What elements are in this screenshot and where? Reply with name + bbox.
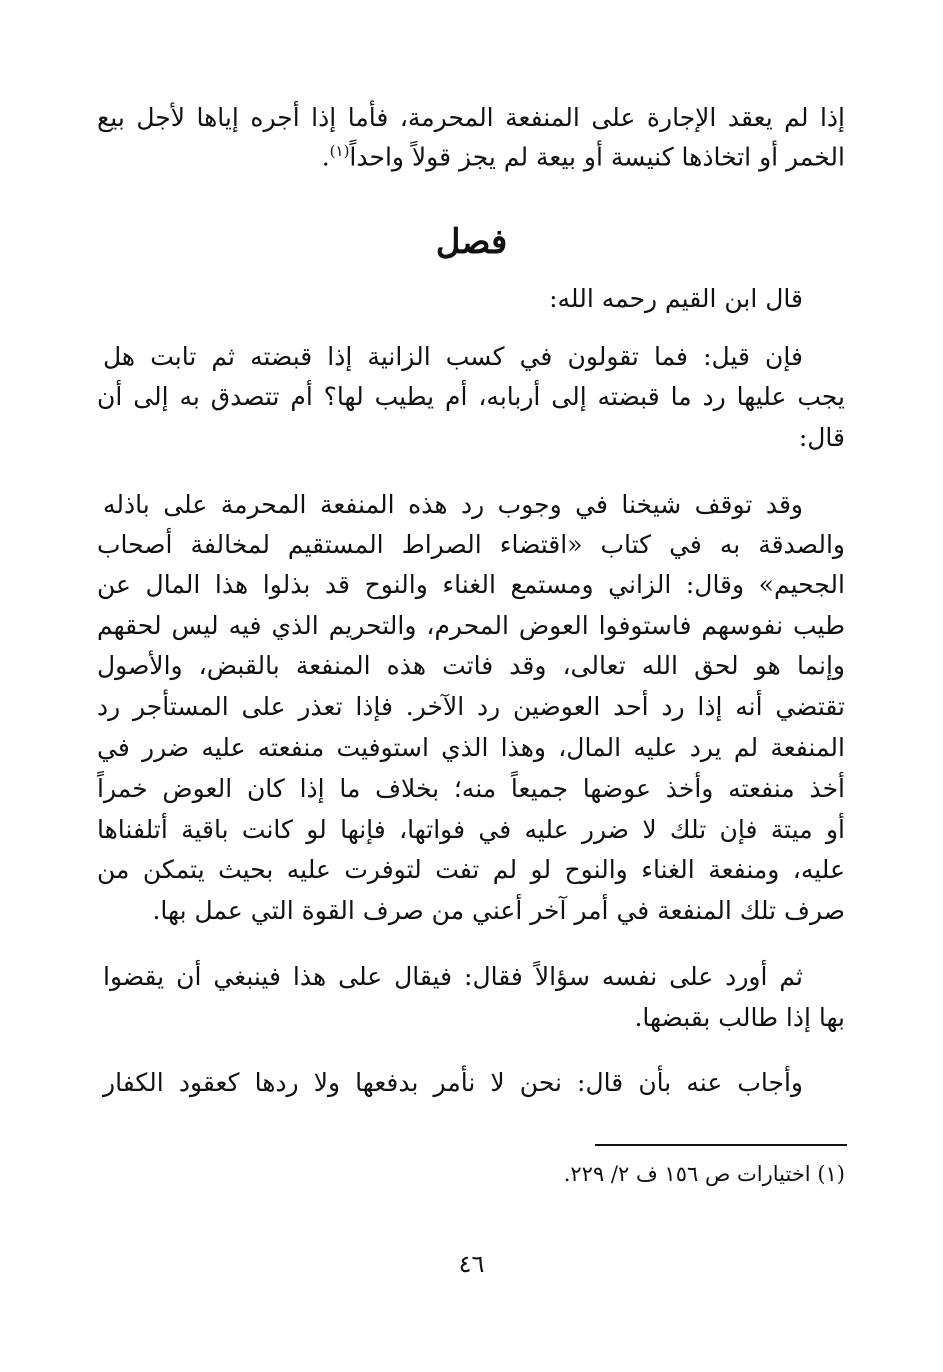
- second-line-1: ثم أورد على نفسه سؤالاً فقال: فيقال على هذا فينبغي أن يقضوا: [103, 962, 803, 991]
- main-line-6: تقتضي أنه إذا رد أحد العوضين رد الآخر. فإذا تعذر على المستأجر رد: [97, 692, 845, 721]
- question-line-1: فإن قيل: فما تقولون في كسب الزانية إذا قبضته ثم تابت هل: [103, 342, 803, 371]
- section-heading: فصل: [435, 222, 508, 262]
- quote-intro: قال ابن القيم رحمه الله:: [549, 284, 803, 313]
- intro-line-2-period: .: [321, 142, 330, 172]
- intro-line-1: إذا لم يعقد الإجارة على المنفعة المحرمة، فأما إذا أجره إياها لأجل بيع: [97, 103, 845, 132]
- footnote: (١) اختيارات ص ١٥٦ ف ٢/ ٢٢٩.: [563, 1162, 845, 1186]
- main-line-11: صرف تلك المنفعة في أمر آخر أعني من صرف القوة التي عمل بها.: [152, 896, 845, 925]
- question-line-2: يجب عليها رد ما قبضته إلى أربابه، أم يطيب لها؟ أم تتصدق به إلى أن: [97, 382, 845, 411]
- main-line-2: والصدقة به في كتاب «اقتضاء الصراط المستقيم لمخالفة أصحاب: [97, 530, 845, 559]
- intro-line-2-text: الخمر أو اتخاذها كنيسة أو بيعة لم يجز قولاً واحداً: [349, 142, 845, 172]
- main-line-7: المنفعة لم يرد عليه المال، وهذا الذي استوفيت منفعته عليه ضرر في: [97, 733, 845, 762]
- main-line-9: أو ميتة فإن تلك لا ضرر عليه في فواتها، فإنها لو كانت باقية أتلفناها: [97, 815, 845, 844]
- main-line-1: وقد توقف شيخنا في وجوب رد هذه المنفعة المحرمة على باذله: [103, 490, 803, 519]
- main-line-5: وإنما هو لحق الله تعالى، وقد فاتت هذه المنفعة بالقبض، والأصول: [97, 651, 845, 680]
- intro-line-2: [97, 142, 845, 172]
- main-line-8: أخذ منفعته وأخذ عوضها جميعاً منه؛ بخلاف ما إذا كان العوض خمراً: [97, 774, 845, 803]
- footnote-separator: [595, 1144, 847, 1146]
- main-line-3: الجحيم» وقال: الزاني ومستمع الغناء والنوح قد بذلوا هذا المال عن: [97, 570, 845, 599]
- answer-line: وأجاب عنه بأن قال: نحن لا نأمر بدفعها ولا ردها كعقود الكفار: [103, 1068, 803, 1097]
- second-line-2: بها إذا طالب بقبضها.: [634, 1003, 845, 1032]
- main-line-4: طيب نفوسهم فاستوفوا العوض المحرم، والتحريم الذي فيه ليس لحقهم: [97, 611, 845, 640]
- page-number: ٤٦: [458, 1250, 485, 1278]
- main-line-10: عليه، ومنفعة الغناء والنوح لو لم تفت لتوفرت عليه بحيث يتمكن من: [97, 855, 845, 884]
- footnote-reference: (١): [329, 142, 350, 160]
- question-line-3: قال:: [798, 423, 845, 452]
